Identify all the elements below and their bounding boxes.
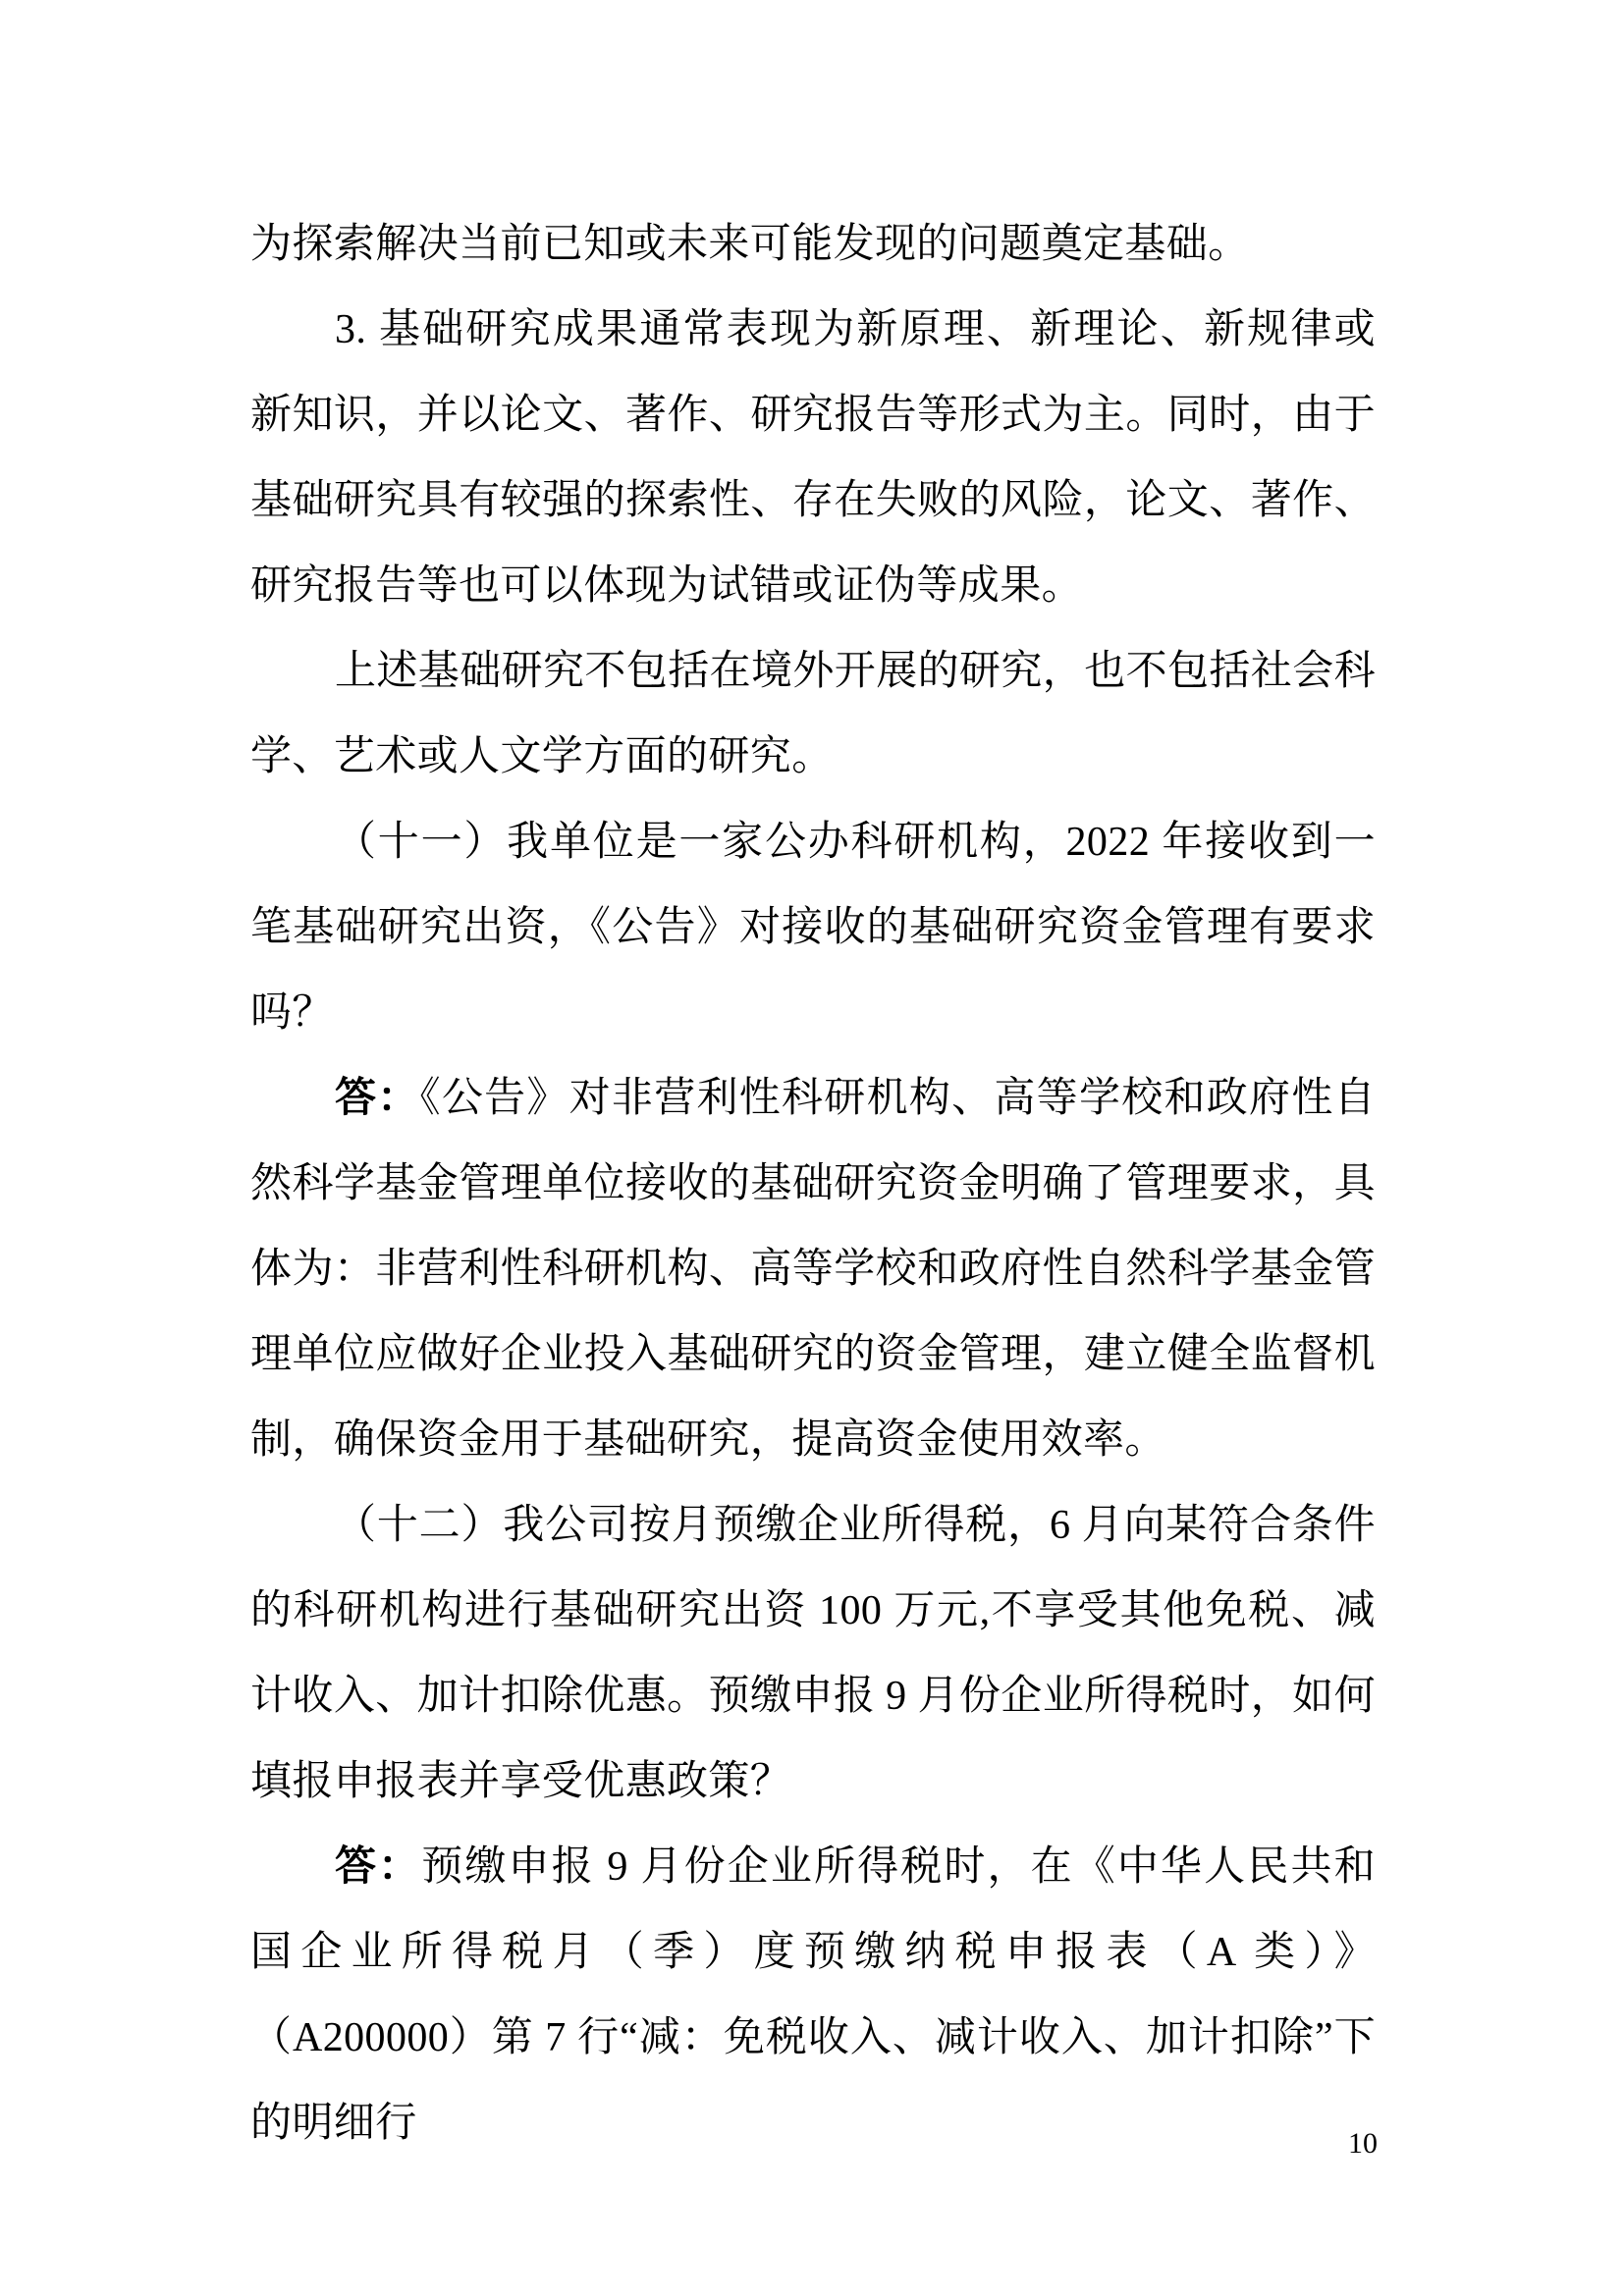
page-number: 10 [1348, 2127, 1378, 2160]
answer-label: 答： [335, 1844, 422, 1890]
document-body [250, 202, 1376, 2166]
paragraph [250, 1483, 1376, 1825]
text-run: 预缴申报 9 月份企业所得税时，在《中华人民共和国企业所得税月（季）度预缴纳税申报表（A 类）》（A200000）第 7 行“减：免税收入、减计收入、加计扣除”下的明细行 [250, 1844, 1376, 2146]
text-run: 为探索解决当前已知或未来可能发现的问题奠定基础。 [250, 222, 1250, 267]
paragraph [250, 1056, 1376, 1483]
paragraph [250, 1825, 1376, 2166]
text-run: 上述基础研究不包括在境外开展的研究，也不包括社会科学、艺术或人文学方面的研究。 [250, 649, 1377, 779]
paragraph [250, 629, 1376, 800]
text-run: 《公告》对非营利性科研机构、高等学校和政府性自然科学基金管理单位接收的基础研究资金明确了管理要求，具体为：非营利性科研机构、高等学校和政府性自然科学基金管理单位应做好企业投入基础研究的资金管理，建立健全监督机制，确保资金用于基础研究，提高资金使用效率。 [250, 1076, 1376, 1463]
text-run: （十二）我公司按月预缴企业所得税，6 月向某符合条件的科研机构进行基础研究出资 100 万元,不享受其他免税、减计收入、加计扣除优惠。预缴申报 9 月份企业所得税时，如何填报申报表并享受优惠政策？ [250, 1503, 1376, 1804]
text-run: （十一）我单位是一家公办科研机构，2022 年接收到一笔基础研究出资，《公告》对接收的基础研究资金管理有要求吗？ [250, 820, 1376, 1036]
paragraph [250, 202, 1376, 288]
paragraph [250, 800, 1376, 1056]
text-run: 3. 基础研究成果通常表现为新原理、新理论、新规律或新知识，并以论文、著作、研究报告等形式为主。同时，由于基础研究具有较强的探索性、存在失败的风险，论文、著作、研究报告等也可以体现为试错或证伪等成果。 [250, 307, 1376, 609]
answer-label: 答： [335, 1076, 420, 1121]
paragraph [250, 288, 1376, 629]
